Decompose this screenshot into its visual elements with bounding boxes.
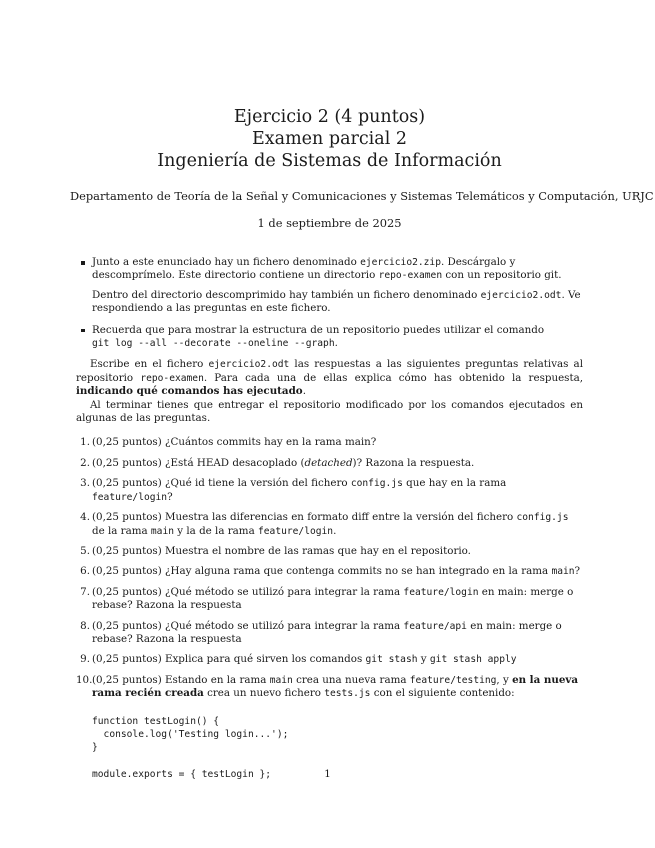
question-item: 1. (0,25 puntos) ¿Cuántos commits hay en la rama main? [80,436,377,449]
question-item: 9. (0,25 puntos) Explica para qué sirven los comandos git stash y git stash apply [80,653,517,666]
question-item: 6. (0,25 puntos) ¿Hay alguna rama que contenga commits no se han integrado en la rama main? [80,565,581,578]
questions-list [76,436,583,781]
question-item: 8. (0,25 puntos) ¿Qué método se utilizó para integrar la rama feature/api en main: merge o rebase? Razona la respuesta [80,619,562,645]
intro-text [76,358,583,425]
course-title: Ingeniería de Sistemas de Información [157,151,502,171]
instructions-list [76,256,583,350]
question-item: 7. (0,25 puntos) ¿Qué método se utilizó para integrar la rama feature/login en main: merge o rebase? Razona la respuesta [80,585,574,612]
instruction-item [92,324,583,351]
bullet-icon [81,261,85,265]
instruction-item [92,256,583,316]
question-item: 2. (0,25 puntos) ¿Está HEAD desacoplado (detached)? Razona la respuesta. [80,456,475,469]
odt-filename: ejercicio2.odt [480,289,562,301]
instruction-paragraph: Dentro del directorio descomprimido hay también un fichero denominado ejercicio2.odt. Ve respondiendo a las preguntas en este fichero. [92,288,581,315]
intro-paragraph: Escribe en el fichero ejercicio2.odt las respuestas a las siguientes preguntas relativas al repositorio repo-examen. Para cada una de ellas explica cómo has obtenido la respuesta, indicando qué comandos has ejecutado. [76,358,584,398]
page-number: 1 [324,768,331,780]
instruction-paragraph: Recuerda que para mostrar la estructura de un repositorio puedes utilizar el comando git log --all --decorate --oneline --graph. [92,323,545,350]
date: 1 de septiembre de 2025 [257,216,402,230]
question-item: 5. (0,25 puntos) Muestra el nombre de las ramas que hay en el repositorio. [80,544,471,557]
question-item: 4. (0,25 puntos) Muestra las diferencias en formato diff entre la versión del fichero config.js de la rama main y la de la rama feature/login. [80,511,569,537]
repo-dirname: repo-examen [378,270,443,282]
department: Departamento de Teoría de la Señal y Comunicaciones y Sistemas Telemáticos y Computación, URJC [70,189,654,203]
instruction-paragraph: Junto a este enunciado hay un fichero denominado ejercicio2.zip. Descárgalo y descomprímelo. Este directorio contiene un directorio repo-examen con un repositorio git. [92,256,562,282]
exam-title: Examen parcial 2 [252,129,407,149]
question-item: 3. (0,25 puntos) ¿Qué id tiene la versión del fichero config.js que hay en la rama feature/login? [80,477,507,503]
emphasis-text: indicando qué comandos has ejecutado [76,385,303,398]
code-block: function testLogin() { console.log('Testing login...'); } module.exports = { testLogin }; [92,715,289,781]
exercise-title: Ejercicio 2 (4 puntos) [233,107,426,127]
git-log-command: git log --all --decorate --oneline --graph [92,338,335,350]
bullet-icon [81,329,85,333]
intro-paragraph: Al terminar tienes que entregar el repositorio modificado por los comandos ejecutados en algunas de las preguntas. [76,398,583,425]
question-item: 10. (0,25 puntos) Estando en la rama main crea una nueva rama feature/testing, y en la nueva rama recién creada crea un nuevo fichero tests.js con el siguiente contenido: function testLogin() { console.log('Testing login...'); } module.exports = { testLogin }; [92,674,583,782]
zip-filename: ejercicio2.zip [360,257,441,268]
title-block [76,0,583,172]
